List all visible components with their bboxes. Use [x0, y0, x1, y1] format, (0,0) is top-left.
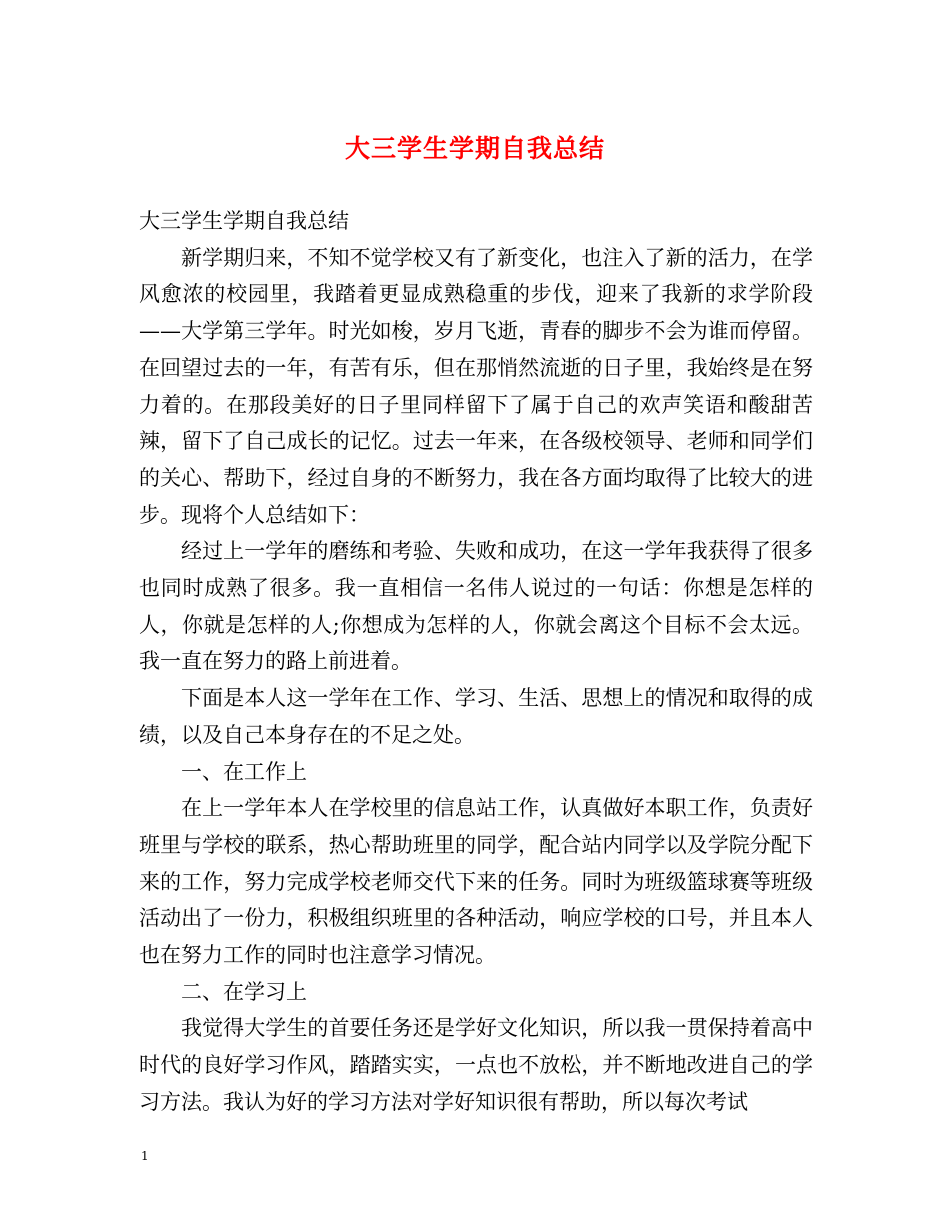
study-paragraph: 我觉得大学生的首要任务还是学好文化知识，所以我一贯保持着高中时代的良好学习作风，踏踏实实，一点也不放松，并不断地改进自己的学习方法。我认为好的学习方法对学好知识很有帮助，所以每次考试: [139, 1016, 813, 1114]
document-title: 大三学生学期自我总结: [344, 134, 605, 163]
page-number: 1: [141, 1149, 149, 1163]
intro-paragraph: 新学期归来，不知不觉学校又有了新变化，也注入了新的活力，在学风愈浓的校园里，我踏着更显成熟稳重的步伐，迎来了我新的求学阶段——大学第三学年。时光如梭，岁月飞逝，青春的脚步不会为谁而停留。在回望过去的一年，有苦有乐，但在那悄然流逝的日子里，我始终是在努力着的。在那段美好的日子里同样留下了属于自己的欢声笑语和酸甜苦辣，留下了自己成长的记忆。过去一年来，在各级校领导、老师和同学们的关心、帮助下，经过自身的不断努力，我在各方面均取得了比较大的进步。现将个人总结如下：: [139, 245, 813, 527]
section-heading-study: 二、在学习上: [181, 979, 307, 1004]
section-heading-work: 一、在工作上: [181, 759, 307, 784]
subtitle-paragraph: 大三学生学期自我总结: [139, 209, 349, 233]
overview-paragraph: 下面是本人这一学年在工作、学习、生活、思想上的情况和取得的成绩，以及自己本身存在的不足之处。: [139, 686, 813, 747]
document-body: [139, 203, 813, 1121]
work-paragraph: 在上一学年本人在学校里的信息站工作，认真做好本职工作，负责好班里与学校的联系，热心帮助班里的同学，配合站内同学以及学院分配下来的工作，努力完成学校老师交代下来的任务。同时为班级篮球赛等班级活动出了一份力，积极组织班里的各种活动，响应学校的口号，并且本人也在努力工作的同时也注意学习情况。: [139, 796, 813, 968]
reflection-paragraph: 经过上一学年的磨练和考验、失败和成功，在这一学年我获得了很多也同时成熟了很多。我一直相信一名伟人说过的一句话：你想是怎样的人，你就是怎样的人;你想成为怎样的人，你就会离这个目标不会太远。我一直在努力的路上前进着。: [139, 539, 813, 674]
